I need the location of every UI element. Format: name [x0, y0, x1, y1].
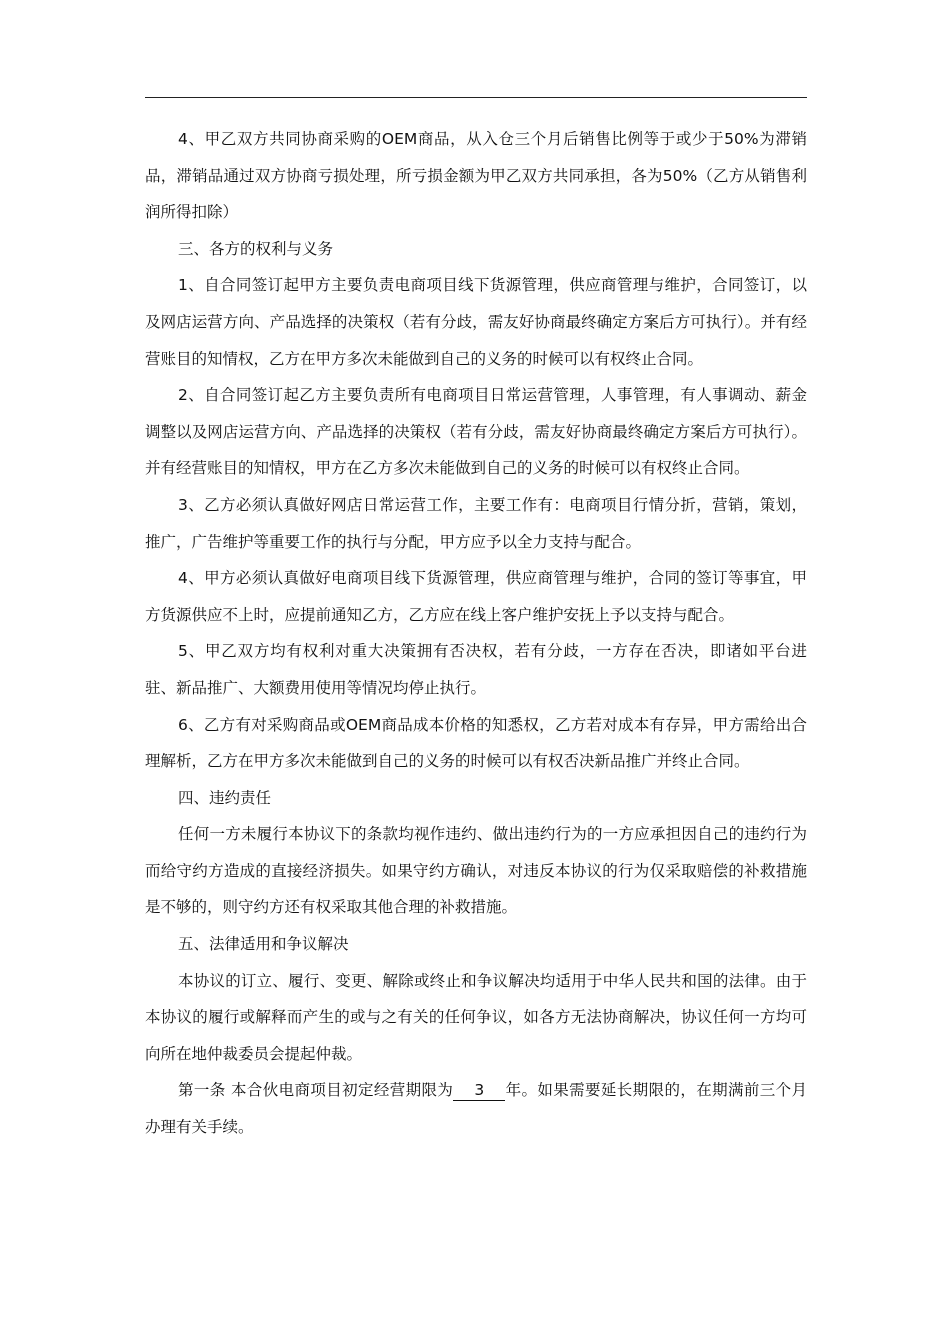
clause-party-b-operations: 3、乙方必须认真做好网店日常运营工作，主要工作有：电商项目行情分折，营销，策划，推广，广告维护等重要工作的执行与分配，甲方应予以全力支持与配合。 — [145, 495, 807, 551]
clause-breach-liability: 任何一方未履行本协议下的条款均视作违约、做出违约行为的一方应承担因自己的违约行为而给守约方造成的直接经济损失。如果守约方确认，对违反本协议的行为仅采取赔偿的补救措施是不够的，则守约方还有权采取其他合理的补救措施。 — [145, 825, 807, 917]
term-suffix: 年。如果需要延长期限的，在期满前三个月办理有关手续。 — [145, 1081, 807, 1137]
clause-term — [145, 1072, 807, 1145]
document-body — [145, 121, 807, 1146]
section-heading-breach: 四、违约责任 — [178, 788, 272, 807]
header-divider — [145, 97, 807, 98]
section-heading-law-disputes: 五、法律适用和争议解决 — [178, 935, 349, 954]
clause-cost-disclosure: 6、乙方有对采购商品或OEM商品成本价格的知悉权，乙方若对成本有存异，甲方需给出合理解析，乙方在甲方多次未能做到自己的义务的时候可以有权否决新品推广并终止合同。 — [145, 715, 807, 771]
clause-party-a-supply: 4、甲方必须认真做好电商项目线下货源管理，供应商管理与维护，合同的签订等事宜，甲方货源供应不上时，应提前通知乙方，乙方应在线上客户维护安抚上予以支持与配合。 — [145, 569, 807, 624]
term-years-blank: 3 — [453, 1080, 505, 1101]
clause-governing-law: 本协议的订立、履行、变更、解除或终止和争议解决均适用于中华人民共和国的法律。由于本协议的履行或解释而产生的或与之有关的任何争议，如各方无法协商解决，协议任何一方均可向所在地仲裁委员会提起仲裁。 — [145, 971, 807, 1063]
term-prefix: 第一条 本合伙电商项目初定经营期限为 — [178, 1081, 454, 1100]
clause-rights-party-b-responsibility: 2、自合同签订起乙方主要负责所有电商项目日常运营管理，人事管理，有人事调动、薪金调整以及网店运营方向、产品选择的决策权（若有分歧，需友好协商最终确定方案后方可执行）。并有经营账目的知情权，甲方在乙方多次未能做到自己的义务的时候可以有权终止合同。 — [145, 386, 807, 478]
clause-veto-right: 5、甲乙双方均有权利对重大决策拥有否决权，若有分歧，一方存在否决，即诸如平台进驻、新品推广、大额费用使用等情况均停止执行。 — [145, 642, 807, 697]
clause-oem-unsold-goods: 4、甲乙双方共同协商采购的OEM商品，从入仓三个月后销售比例等于或少于50%为滞销品，滞销品通过双方协商亏损处理，所亏损金额为甲乙双方共同承担，各为50%（乙方从销售利润所得扣除） — [145, 130, 807, 222]
section-heading-rights-obligations: 三、各方的权利与义务 — [178, 239, 334, 258]
clause-rights-party-a-responsibility: 1、自合同签订起甲方主要负责电商项目线下货源管理，供应商管理与维护，合同签订，以及网店运营方向、产品选择的决策权（若有分歧，需友好协商最终确定方案后方可执行）。并有经营账目的知情权，乙方在甲方多次未能做到自己的义务的时候可以有权终止合同。 — [145, 276, 807, 368]
